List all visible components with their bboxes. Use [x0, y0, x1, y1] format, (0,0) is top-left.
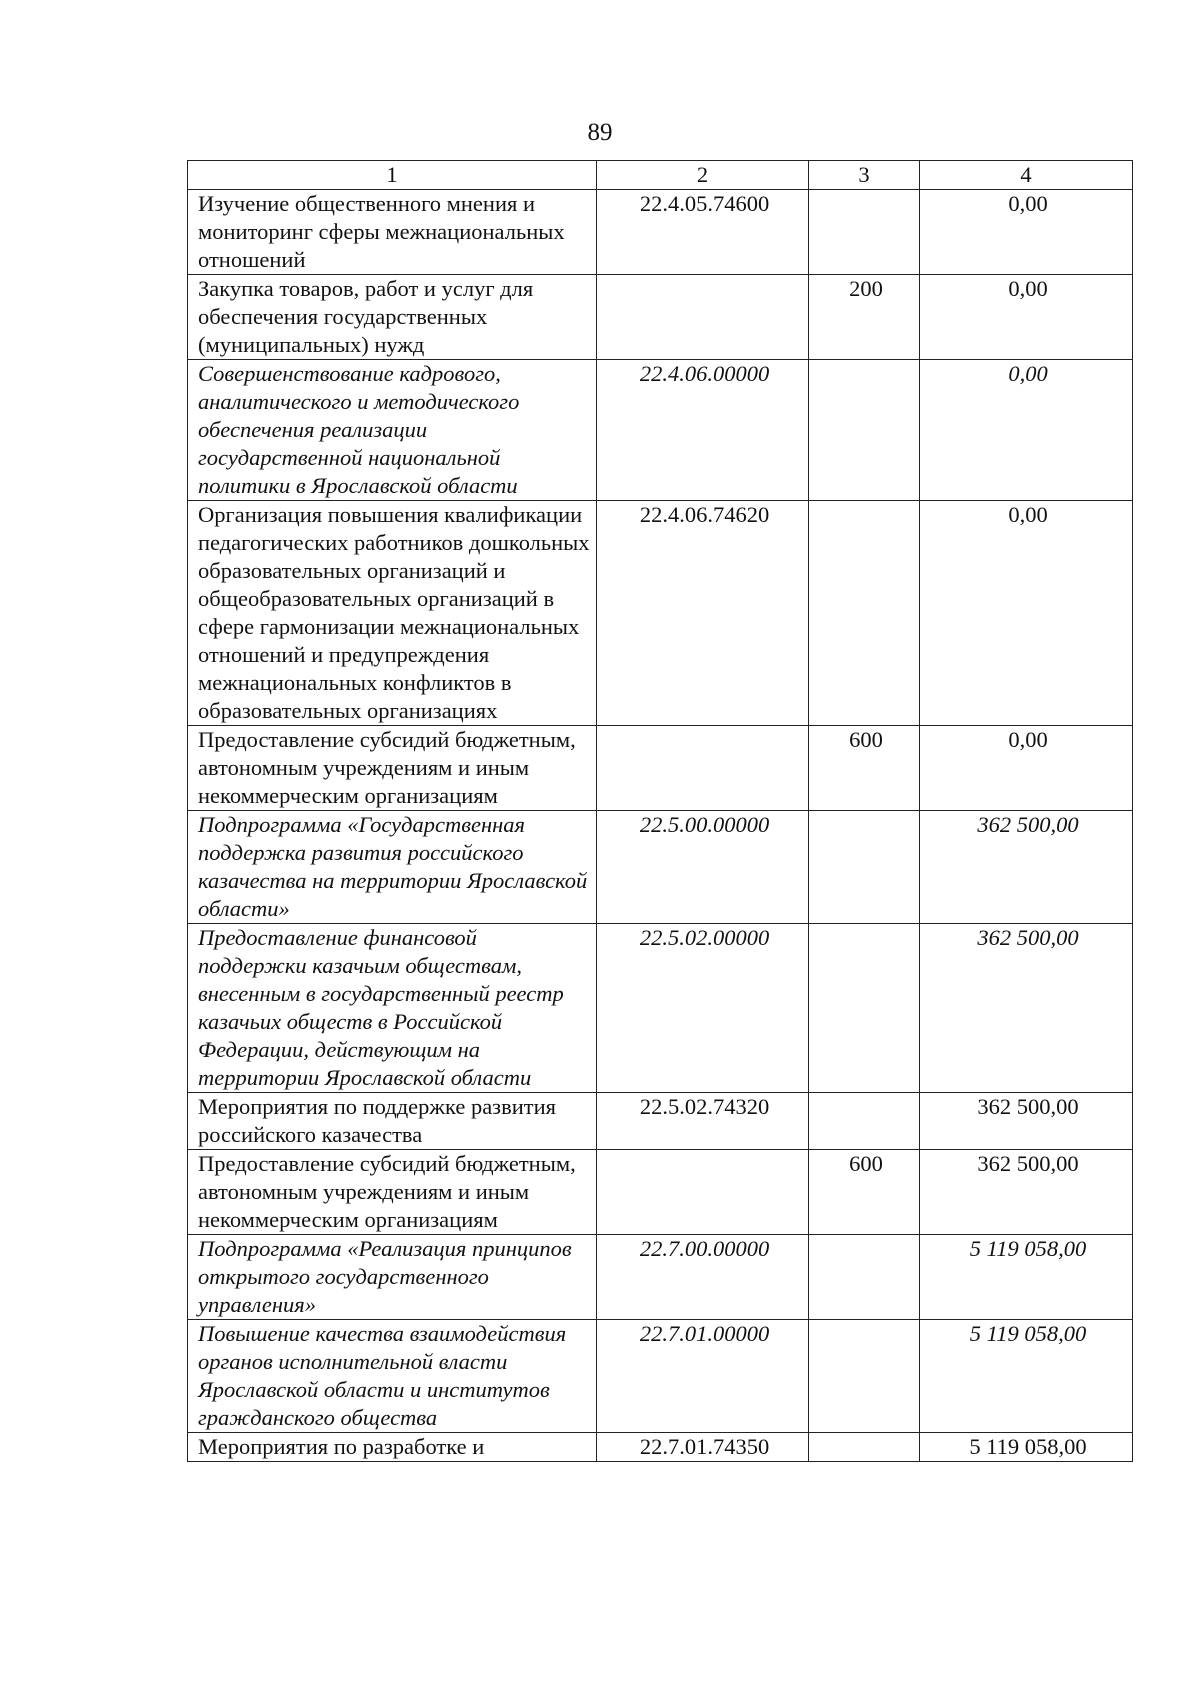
- cell-amount: 0,00: [920, 190, 1133, 275]
- table-row: [188, 360, 1133, 501]
- header-col-1: 1: [188, 161, 597, 190]
- cell-code: 22.4.06.00000: [597, 360, 809, 501]
- cell-name: Подпрограмма «Реализация принципов открытого государственного управления»: [188, 1235, 597, 1320]
- cell-expense-type: 600: [809, 1150, 920, 1235]
- cell-amount: 0,00: [920, 726, 1133, 811]
- cell-expense-type: [809, 1235, 920, 1320]
- header-col-2: 2: [597, 161, 809, 190]
- cell-amount: 0,00: [920, 360, 1133, 501]
- header-row: [188, 161, 1133, 190]
- table-row: [188, 811, 1133, 924]
- cell-code: 22.7.01.74350: [597, 1433, 809, 1462]
- table-row: [188, 1320, 1133, 1433]
- cell-expense-type: [809, 811, 920, 924]
- cell-expense-type: [809, 1093, 920, 1150]
- cell-name: Закупка товаров, работ и услуг для обеспечения государственных (муниципальных) нужд: [188, 275, 597, 360]
- cell-expense-type: 200: [809, 275, 920, 360]
- cell-name: Повышение качества взаимодействия органов исполнительной власти Ярославской области и институтов гражданского общества: [188, 1320, 597, 1433]
- table-row: [188, 501, 1133, 726]
- cell-amount: 5 119 058,00: [920, 1320, 1133, 1433]
- cell-code: [597, 726, 809, 811]
- cell-amount: 5 119 058,00: [920, 1235, 1133, 1320]
- cell-amount: 5 119 058,00: [920, 1433, 1133, 1462]
- cell-expense-type: [809, 1320, 920, 1433]
- cell-code: [597, 275, 809, 360]
- cell-name: Предоставление субсидий бюджетным, автономным учреждениям и иным некоммерческим организациям: [188, 726, 597, 811]
- cell-expense-type: [809, 1433, 920, 1462]
- table-row: [188, 1235, 1133, 1320]
- cell-amount: 362 500,00: [920, 811, 1133, 924]
- cell-code: [597, 1150, 809, 1235]
- cell-amount: 0,00: [920, 501, 1133, 726]
- cell-code: 22.4.05.74600: [597, 190, 809, 275]
- table-row: [188, 275, 1133, 360]
- cell-expense-type: [809, 360, 920, 501]
- cell-expense-type: 600: [809, 726, 920, 811]
- cell-expense-type: [809, 924, 920, 1093]
- header-col-3: 3: [809, 161, 920, 190]
- cell-name: Предоставление субсидий бюджетным, автономным учреждениям и иным некоммерческим организациям: [188, 1150, 597, 1235]
- cell-name: Изучение общественного мнения и мониторинг сферы межнациональных отношений: [188, 190, 597, 275]
- table-row: [188, 190, 1133, 275]
- cell-name: Организация повышения квалификации педагогических работников дошкольных образовательных организаций и общеобразовательных организаций в сфере гармонизации межнациональных отношений и предупреждения межнациональных конфликтов в образовательных организациях: [188, 501, 597, 726]
- table-body: [188, 190, 1133, 1462]
- cell-expense-type: [809, 501, 920, 726]
- cell-name: Предоставление финансовой поддержки казачьим обществам, внесенным в государственный реестр казачьих обществ в Российской Федерации, действующим на территории Ярославской области: [188, 924, 597, 1093]
- cell-code: 22.5.00.00000: [597, 811, 809, 924]
- budget-table: [187, 160, 1133, 1462]
- cell-code: 22.5.02.74320: [597, 1093, 809, 1150]
- cell-code: 22.7.01.00000: [597, 1320, 809, 1433]
- cell-amount: 362 500,00: [920, 1150, 1133, 1235]
- cell-code: 22.5.02.00000: [597, 924, 809, 1093]
- cell-name: Мероприятия по разработке и: [188, 1433, 597, 1462]
- cell-amount: 0,00: [920, 275, 1133, 360]
- table-row: [188, 1433, 1133, 1462]
- cell-expense-type: [809, 190, 920, 275]
- page-number: 89: [587, 119, 613, 146]
- cell-amount: 362 500,00: [920, 924, 1133, 1093]
- table-row: [188, 924, 1133, 1093]
- cell-amount: 362 500,00: [920, 1093, 1133, 1150]
- table-row: [188, 1150, 1133, 1235]
- cell-name: Мероприятия по поддержке развития российского казачества: [188, 1093, 597, 1150]
- cell-code: 22.7.00.00000: [597, 1235, 809, 1320]
- header-col-4: 4: [920, 161, 1133, 190]
- cell-name: Совершенствование кадрового, аналитического и методического обеспечения реализации государственной национальной политики в Ярославской области: [188, 360, 597, 501]
- cell-name: Подпрограмма «Государственная поддержка развития российского казачества на территории Ярославской области»: [188, 811, 597, 924]
- table-row: [188, 726, 1133, 811]
- cell-code: 22.4.06.74620: [597, 501, 809, 726]
- table-row: [188, 1093, 1133, 1150]
